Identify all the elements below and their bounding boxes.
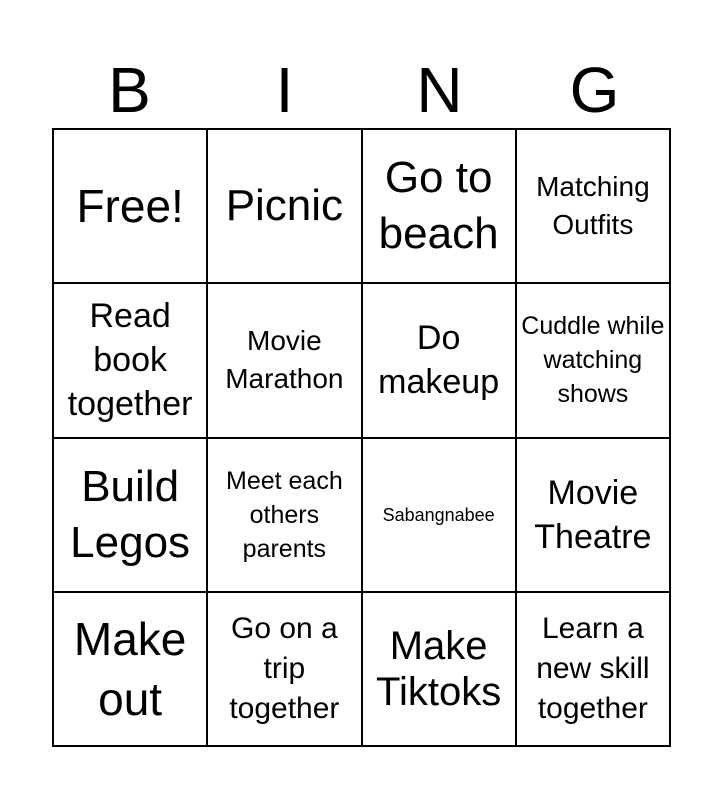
bingo-cell[interactable] bbox=[207, 129, 361, 283]
bingo-cell[interactable] bbox=[53, 592, 207, 746]
bingo-cell[interactable] bbox=[516, 283, 670, 437]
cell-label: Build Legos bbox=[70, 461, 191, 567]
bingo-cell[interactable] bbox=[207, 592, 361, 746]
bingo-header bbox=[52, 52, 672, 128]
bingo-board bbox=[52, 128, 671, 747]
cell-label: Matching Outfits bbox=[536, 171, 650, 241]
bingo-cell[interactable] bbox=[53, 283, 207, 437]
cell-label: Free! bbox=[76, 180, 184, 233]
header-letter-n: N bbox=[416, 54, 463, 126]
cell-label: Read book together bbox=[67, 297, 193, 424]
cell-label: Go on a trip together bbox=[229, 611, 340, 725]
cell-label: Meet each others parents bbox=[226, 466, 343, 563]
cell-label: Make Tiktoks bbox=[376, 623, 502, 714]
header-letter-g: G bbox=[569, 54, 620, 126]
bingo-cell[interactable] bbox=[516, 438, 670, 592]
header-letter-b: B bbox=[108, 54, 151, 126]
cell-label: Learn a new skill together bbox=[536, 611, 650, 725]
bingo-cell[interactable] bbox=[516, 592, 670, 746]
bingo-cell[interactable] bbox=[53, 438, 207, 592]
bingo-cell[interactable] bbox=[207, 283, 361, 437]
bingo-cell[interactable] bbox=[362, 283, 516, 437]
cell-label: Sabangnabee bbox=[382, 504, 495, 525]
cell-label: Do makeup bbox=[378, 319, 500, 402]
bingo-cell-free[interactable] bbox=[53, 129, 207, 283]
header-letter-i: I bbox=[275, 54, 294, 126]
bingo-cell[interactable] bbox=[207, 438, 361, 592]
bingo-cell[interactable] bbox=[362, 592, 516, 746]
cell-label: Cuddle while watching shows bbox=[521, 312, 665, 409]
bingo-cell[interactable] bbox=[362, 438, 516, 592]
cell-label: Movie Marathon bbox=[225, 325, 344, 395]
cell-label: Make out bbox=[73, 612, 187, 725]
bingo-cell[interactable] bbox=[362, 129, 516, 283]
cell-label: Picnic bbox=[225, 181, 344, 231]
cell-label: Go to beach bbox=[378, 153, 499, 259]
cell-label: Movie Theatre bbox=[534, 473, 652, 556]
bingo-cell[interactable] bbox=[516, 129, 670, 283]
